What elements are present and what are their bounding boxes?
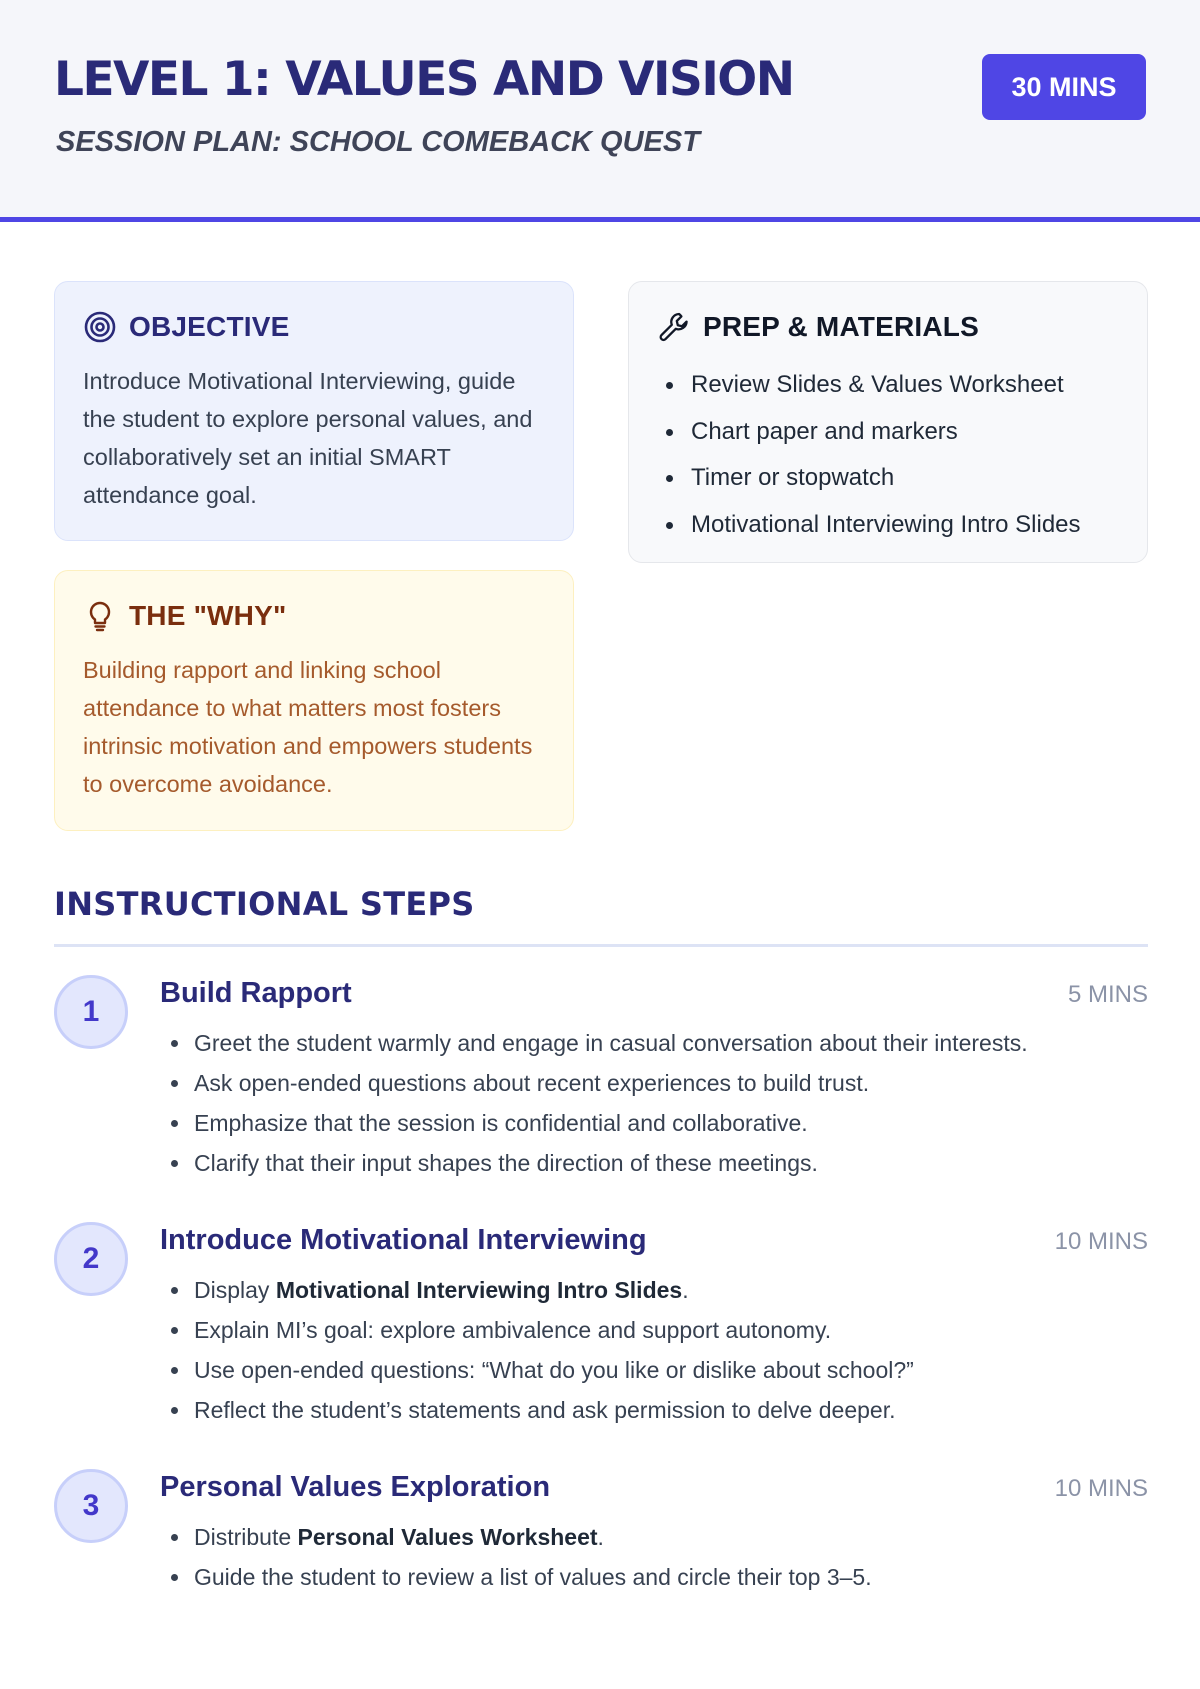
prep-card [628, 281, 1148, 563]
steps-heading: INSTRUCTIONAL STEPS [54, 885, 475, 923]
text-span: Clarify that their input shapes the direction of these meetings. [194, 1150, 818, 1176]
text-span: Guide the student to review a list of values and circle their top 3–5. [194, 1564, 872, 1590]
objective-heading: OBJECTIVE [129, 311, 290, 342]
prep-heading: PREP & MATERIALS [703, 311, 979, 342]
page-title: LEVEL 1: VALUES AND VISION [54, 52, 794, 107]
text-span: Distribute [194, 1524, 298, 1550]
text-span: Greet the student warmly and engage in casual conversation about their interests. [194, 1030, 1028, 1056]
why-card [54, 570, 574, 831]
step-number-badge: 1 [54, 975, 128, 1049]
text-span: Display [194, 1277, 276, 1303]
step-bullet [160, 1517, 872, 1557]
step-bullets [160, 1517, 872, 1597]
prep-item: Chart paper and markers [657, 409, 1121, 456]
step-bullet [160, 1143, 1028, 1183]
prep-item: Timer or stopwatch [657, 455, 1121, 502]
step-bullet [160, 1390, 914, 1430]
bold-text: Personal Values Worksheet [297, 1524, 598, 1550]
duration-badge: 30 MINS [982, 54, 1146, 120]
step-bullets [160, 1270, 914, 1430]
step-bullet [160, 1103, 1028, 1143]
page-header [0, 0, 1200, 222]
text-span: Explain MI’s goal: explore ambivalence and support autonomy. [194, 1317, 832, 1343]
step-bullet [160, 1557, 872, 1597]
text-span: . [682, 1277, 689, 1303]
text-span: . [597, 1524, 604, 1550]
target-icon [83, 310, 117, 344]
steps-divider [54, 944, 1148, 947]
step-bullets [160, 1023, 1028, 1183]
step-duration: 5 MINS [1067, 981, 1148, 1008]
text-span: Use open-ended questions: “What do you like or dislike about school?” [194, 1357, 914, 1383]
step-bullet [160, 1310, 914, 1350]
step-title: Build Rapport [160, 977, 352, 1009]
step-title: Introduce Motivational Interviewing [160, 1224, 647, 1256]
why-text: Building rapport and linking school attendance to what matters most fosters intrinsic motivation and empowers students to overcome avoidance. [83, 657, 533, 797]
objective-card [54, 281, 574, 541]
step-2 [54, 1222, 1148, 1442]
step-3 [54, 1469, 1148, 1689]
step-bullet [160, 1023, 1028, 1063]
step-title: Personal Values Exploration [160, 1471, 551, 1503]
text-span: Emphasize that the session is confidential and collaborative. [194, 1110, 808, 1136]
prep-item: Review Slides & Values Worksheet [657, 362, 1121, 409]
objective-text: Introduce Motivational Interviewing, guide the student to explore personal values, and collaboratively set an initial SMART attendance goal. [83, 368, 533, 508]
lightbulb-icon [83, 599, 117, 633]
step-bullet [160, 1350, 914, 1390]
step-number-badge: 2 [54, 1222, 128, 1296]
prep-list [657, 362, 1121, 548]
step-number-badge: 3 [54, 1469, 128, 1543]
text-span: Ask open-ended questions about recent experiences to build trust. [194, 1070, 870, 1096]
step-duration: 10 MINS [1054, 1475, 1148, 1502]
prep-item: Motivational Interviewing Intro Slides [657, 502, 1121, 549]
page-subtitle: SESSION PLAN: SCHOOL COMEBACK QUEST [56, 126, 700, 158]
wrench-icon [657, 310, 691, 344]
step-duration: 10 MINS [1054, 1228, 1148, 1255]
step-bullet [160, 1063, 1028, 1103]
step-bullet [160, 1270, 914, 1310]
text-span: Reflect the student’s statements and ask permission to delve deeper. [194, 1397, 896, 1423]
why-heading: THE "WHY" [129, 600, 287, 631]
bold-text: Motivational Interviewing Intro Slides [275, 1277, 683, 1303]
step-1 [54, 975, 1148, 1195]
